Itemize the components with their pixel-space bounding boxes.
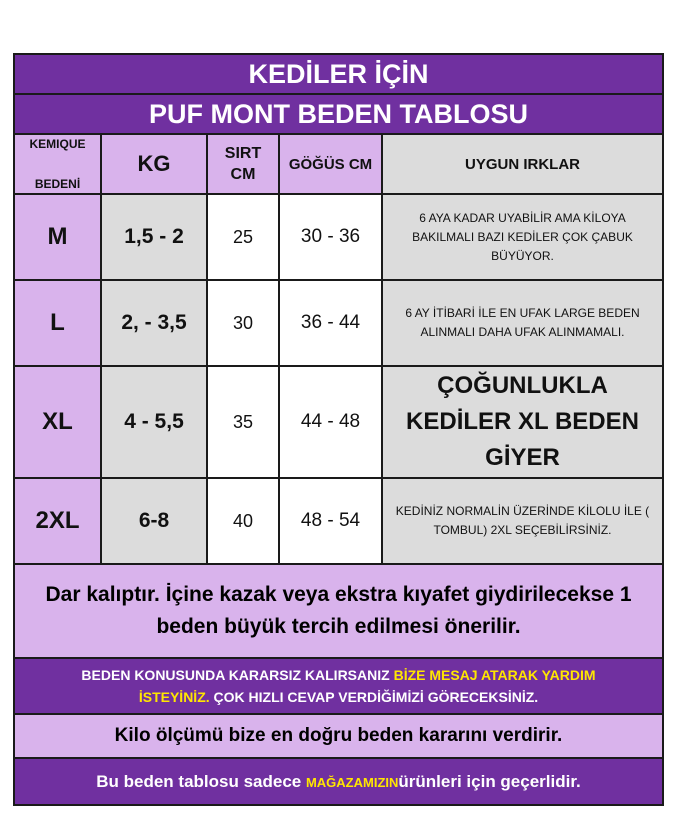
chest-value: 36 - 44: [300, 312, 361, 333]
help-banner: [15, 659, 662, 715]
help-text-part1: BEDEN KONUSUNDA KARARSIZ KALIRSANIZ: [81, 667, 394, 683]
table-row: [15, 281, 662, 367]
size-cell: [15, 195, 102, 279]
header-kg: [102, 135, 208, 193]
kg-value: 2, - 3,5: [121, 311, 187, 334]
back-value: 40: [232, 510, 254, 531]
back-cell: [208, 479, 280, 563]
kg-cell: [102, 281, 208, 365]
header-row: [15, 135, 662, 195]
table-row: [15, 367, 662, 479]
header-size-top: KEMIQUE: [29, 137, 86, 151]
validity-highlight: MAĞAZAMIZIN: [305, 774, 399, 790]
chest-value: 48 - 54: [300, 510, 361, 531]
header-kg-label: KG: [137, 151, 171, 176]
fit-note: [15, 565, 662, 659]
fit-note-text: Dar kalıptır. İçine kazak veya ekstra kıyafet giydirilecekse 1 beden büyük tercih edilmesi önerilir.: [45, 583, 632, 638]
back-value: 35: [232, 411, 254, 432]
weight-note: [15, 715, 662, 759]
validity-text: [96, 772, 581, 792]
size-value: 2XL: [35, 507, 80, 534]
size-value: XL: [42, 408, 73, 435]
size-chart: [13, 53, 664, 806]
chest-cell: [280, 281, 383, 365]
header-chest: [280, 135, 383, 193]
header-breeds-label: UYGUN IRKLAR: [465, 155, 580, 173]
kg-value: 6-8: [138, 509, 170, 532]
size-cell: [15, 479, 102, 563]
chest-cell: [280, 367, 383, 477]
help-text: [45, 664, 632, 708]
title-text-2: PUF MONT BEDEN TABLOSU: [149, 98, 528, 129]
note-text: KEDİNİZ NORMALİN ÜZERİNDE KİLOLU İLE ( TOMBUL) 2XL SEÇEBİLİRSİNİZ.: [395, 504, 650, 537]
note-cell: [383, 195, 662, 279]
back-value: 30: [232, 312, 254, 333]
weight-note-text: Kilo ölçümü bize en doğru beden kararını verdirir.: [114, 725, 563, 746]
help-text-highlight: BİZE MESAJ ATARAK YARDIM İSTEYİNİZ.: [138, 667, 596, 705]
size-value: M: [47, 223, 68, 250]
chest-value: 44 - 48: [300, 411, 361, 432]
header-back-top: SIRT: [224, 145, 262, 162]
table-row: [15, 195, 662, 281]
size-cell: [15, 281, 102, 365]
title-line-2: [15, 95, 662, 135]
header-size-bottom: BEDENİ: [34, 177, 81, 191]
validity-banner: [15, 759, 662, 804]
kg-cell: [102, 367, 208, 477]
header-back-bottom: CM: [230, 166, 256, 183]
note-cell: [383, 479, 662, 563]
size-value: L: [50, 309, 65, 336]
back-cell: [208, 367, 280, 477]
title-line-1: [15, 55, 662, 95]
note-text: ÇOĞUNLUKLA KEDİLER XL BEDEN GİYER: [406, 372, 639, 471]
back-value: 25: [232, 226, 254, 247]
header-chest-label: GÖĞÜS CM: [288, 155, 373, 173]
validity-part2: ürünleri için geçerlidir.: [398, 771, 581, 791]
note-text: 6 AYA KADAR UYABİLİR AMA KİLOYA BAKILMALI BAZI KEDİLER ÇOK ÇABUK BÜYÜYOR.: [412, 210, 633, 263]
back-cell: [208, 195, 280, 279]
table-row: [15, 479, 662, 565]
kg-cell: [102, 195, 208, 279]
note-cell: [383, 367, 662, 477]
chest-cell: [280, 479, 383, 563]
title-text-1: KEDİLER İÇİN: [248, 58, 429, 89]
note-text: 6 AY İTİBARİ İLE EN UFAK LARGE BEDEN ALINMALI DAHA UFAK ALINMAMALI.: [405, 306, 640, 339]
header-breeds: [383, 135, 662, 193]
kg-cell: [102, 479, 208, 563]
back-cell: [208, 281, 280, 365]
kg-value: 4 - 5,5: [124, 410, 184, 433]
header-size: [15, 135, 102, 193]
help-text-part2: ÇOK HIZLI CEVAP VERDİĞİMİZİ GÖRECEKSİNİZ.: [209, 689, 539, 705]
chest-value: 30 - 36: [300, 226, 361, 247]
header-back: [208, 135, 280, 193]
validity-part1: Bu beden tablosu sadece: [96, 771, 306, 791]
size-cell: [15, 367, 102, 477]
chest-cell: [280, 195, 383, 279]
note-cell: [383, 281, 662, 365]
kg-value: 1,5 - 2: [124, 225, 184, 248]
